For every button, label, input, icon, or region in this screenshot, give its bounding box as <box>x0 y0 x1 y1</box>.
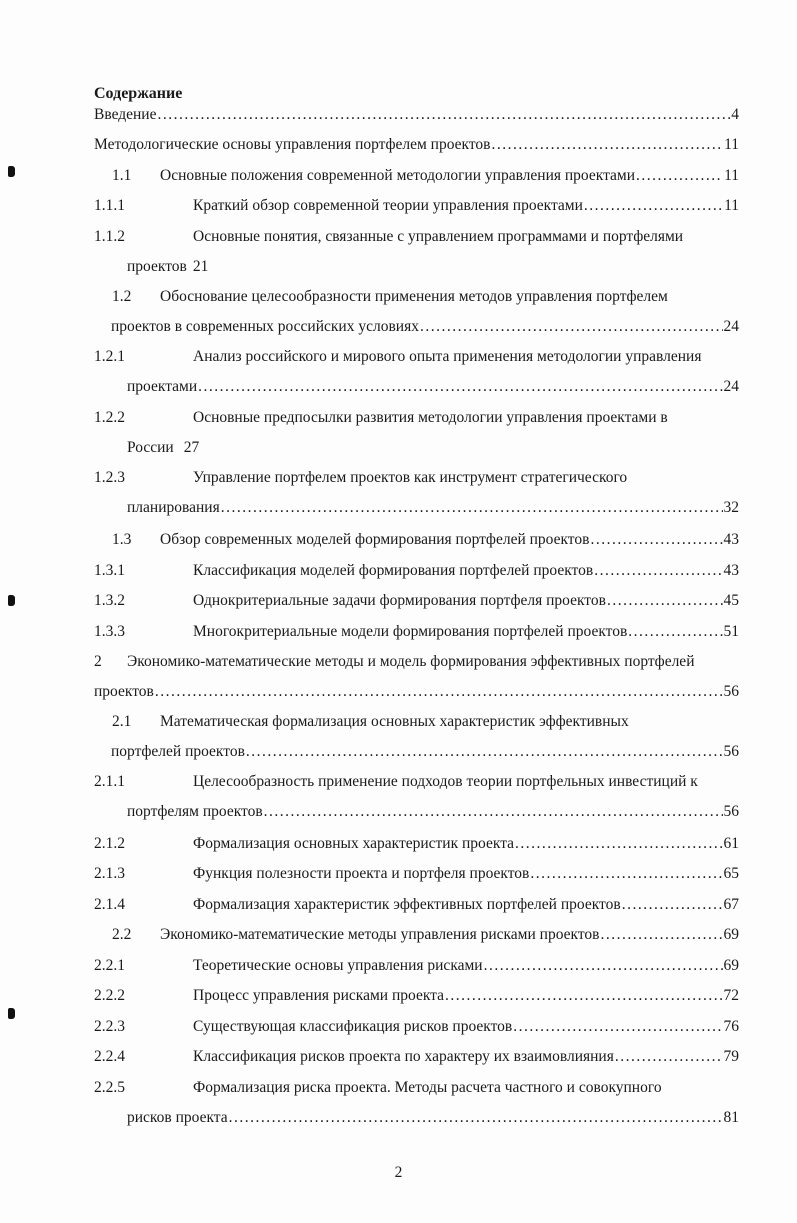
toc-entry-title: рисков проекта <box>127 1109 228 1126</box>
toc-leader-dots <box>157 105 730 125</box>
toc-entry-title: Введение <box>94 106 157 123</box>
toc-entry-title: портфелей проектов <box>111 743 245 760</box>
toc-entry-title: Экономико-математические методы и модель формирования эффективных портфелей <box>127 653 695 670</box>
toc-entry <box>94 772 739 792</box>
toc-entry-continuation <box>94 498 739 518</box>
toc-entry-page: 65 <box>723 865 739 882</box>
toc-entry-page: 79 <box>723 1048 739 1065</box>
toc-leader-dots <box>420 317 723 337</box>
toc-entry-page: 51 <box>723 623 739 640</box>
toc-entry-title: Формализация основных характеристик проекта <box>193 835 515 852</box>
toc-leader-dots <box>607 591 723 611</box>
toc-entry-continuation <box>94 1108 739 1128</box>
toc-entry <box>94 834 739 854</box>
toc-entry-number: 2.2.1 <box>94 957 125 974</box>
toc-entry-continuation <box>94 802 739 822</box>
toc-entry-page: 43 <box>723 562 739 579</box>
toc-entry-title: Формализация риска проекта. Методы расчета частного и совокупного <box>193 1079 662 1096</box>
toc-entry <box>94 530 739 550</box>
toc-entry <box>94 591 739 611</box>
toc-entry-title: Математическая формализация основных характеристик эффективных <box>160 713 629 730</box>
toc-entry-title: Анализ российского и мирового опыта применения методологии управления <box>193 348 702 365</box>
toc-leader-dots <box>155 682 723 702</box>
toc-entry-page: 24 <box>723 378 739 395</box>
toc-leader-dots <box>530 864 722 884</box>
toc-entry-title: Краткий обзор современной теории управления проектами <box>193 197 583 214</box>
toc-entry-page: 61 <box>723 835 739 852</box>
toc-entry-number: 2.1 <box>112 713 132 730</box>
toc-entry-number: 1.3.1 <box>94 562 125 579</box>
toc-entry <box>94 561 739 581</box>
toc-entry-number: 2.2.4 <box>94 1048 125 1065</box>
toc-entry-continuation <box>94 438 739 458</box>
toc-entry <box>94 105 739 125</box>
toc-entry-page: 11 <box>724 197 739 214</box>
toc-entry <box>94 166 739 186</box>
toc-leader-dots <box>221 498 723 518</box>
toc-entry-page: 11 <box>724 136 739 153</box>
toc-entry-title: Основные понятия, связанные с управлением программами и портфелями <box>193 228 684 245</box>
toc-entry-page: 69 <box>723 957 739 974</box>
toc-entry-number: 2.2.3 <box>94 1018 125 1035</box>
toc-entry-page: 27 <box>183 439 200 456</box>
toc-entry-number: 1.2.1 <box>94 348 125 365</box>
toc-entry-page: 72 <box>723 987 739 1004</box>
toc-entry-page: 21 <box>192 258 209 275</box>
toc-entry-page: 43 <box>723 531 739 548</box>
toc-entry <box>94 1017 739 1037</box>
toc-entry-number: 2.1.1 <box>94 773 125 790</box>
toc-entry-page: 56 <box>723 803 739 820</box>
toc-entry-page: 67 <box>723 896 739 913</box>
toc-leader-dots <box>513 1017 722 1037</box>
toc-entry-page: 81 <box>723 1109 739 1126</box>
toc-entry-title: Функция полезности проекта и портфеля проектов <box>193 865 530 882</box>
toc-entry-page: 45 <box>723 592 739 609</box>
toc-leader-dots <box>615 1047 723 1067</box>
toc-entry-title: Существующая классификация рисков проектов <box>193 1018 513 1035</box>
toc-entry <box>94 956 739 976</box>
scan-binding-mark <box>8 166 15 177</box>
toc-title: Содержание <box>94 85 183 102</box>
toc-entry-number: 1.2 <box>112 288 132 305</box>
toc-entry-continuation <box>94 682 739 702</box>
toc-entry-title: Основные предпосылки развития методологии управления проектами в <box>193 409 668 426</box>
toc-entry-page: 11 <box>724 167 739 184</box>
toc-entry-title: проектов <box>127 258 187 275</box>
toc-entry-number: 1.3.2 <box>94 592 125 609</box>
page-number: 2 <box>394 1164 403 1181</box>
toc-leader-dots <box>636 166 723 186</box>
toc-entry <box>94 1047 739 1067</box>
toc-entry-title: Однокритериальные задачи формирования портфеля проектов <box>193 592 606 609</box>
toc-entry-page: 4 <box>731 106 739 123</box>
toc-entry-title: Целесообразность применение подходов теории портфельных инвестиций к <box>193 773 698 790</box>
toc-entry-title: Обоснование целесообразности применения методов управления портфелем <box>160 288 668 305</box>
toc-entry-number: 2 <box>94 653 102 670</box>
toc-leader-dots <box>600 925 722 945</box>
scan-binding-mark <box>8 1008 15 1019</box>
toc-leader-dots <box>484 956 723 976</box>
toc-entry-title: Методологические основы управления портфелем проектов <box>94 136 491 153</box>
toc-entry-continuation <box>94 317 739 337</box>
toc-entry-title: Процесс управления рисками проекта <box>193 987 444 1004</box>
toc-entry-number: 1.2.3 <box>94 469 125 486</box>
toc-entry-number: 2.1.4 <box>94 896 125 913</box>
toc-entry-title: Классификация рисков проекта по характеру их взаимовлияния <box>193 1048 614 1065</box>
toc-leader-dots <box>515 834 722 854</box>
toc-entry <box>94 468 739 488</box>
toc-entry-title: проектов <box>94 683 154 700</box>
toc-entry-title: Многокритериальные модели формирования портфелей проектов <box>193 623 628 640</box>
toc-entry-title: планирования <box>127 499 220 516</box>
toc-entry <box>94 347 739 367</box>
toc-entry-title: проектами <box>127 378 198 395</box>
toc-entry-title: Обзор современных моделей формирования портфелей проектов <box>160 531 590 548</box>
toc-leader-dots <box>584 196 723 216</box>
toc-leader-dots <box>492 135 724 155</box>
scan-binding-mark <box>8 595 15 606</box>
toc-entry-page: 32 <box>723 499 739 516</box>
toc-entry <box>94 1078 739 1098</box>
toc-entry-number: 1.3.3 <box>94 623 125 640</box>
toc-entry <box>94 652 739 672</box>
toc-entry-title: портфелям проектов <box>127 803 263 820</box>
toc-entry-title: России <box>127 439 174 456</box>
toc-entry-title: Теоретические основы управления рисками <box>193 957 483 974</box>
toc-entry-title: Классификация моделей формирования портфелей проектов <box>193 562 594 579</box>
toc-entry <box>94 135 739 155</box>
toc-entry <box>94 227 739 247</box>
toc-entry <box>94 864 739 884</box>
toc-entry-number: 2.1.3 <box>94 865 125 882</box>
toc-entry <box>94 895 739 915</box>
toc-entry-number: 1.2.2 <box>94 409 125 426</box>
toc-entry <box>94 925 739 945</box>
toc-entry-number: 1.1.1 <box>94 197 125 214</box>
toc-entry-title: проектов в современных российских условиях <box>111 318 419 335</box>
toc-leader-dots <box>198 377 722 397</box>
toc-entry <box>94 622 739 642</box>
toc-entry-title: Основные положения современной методологии управления проектами <box>160 167 636 184</box>
toc-entry-number: 2.2.2 <box>94 987 125 1004</box>
toc-entry <box>94 287 739 307</box>
toc-leader-dots <box>622 895 723 915</box>
toc-entry-number: 2.1.2 <box>94 835 125 852</box>
toc-leader-dots <box>264 802 723 822</box>
toc-leader-dots <box>628 622 722 642</box>
toc-entry <box>94 986 739 1006</box>
toc-entry-number: 2.2.5 <box>94 1079 125 1096</box>
toc-leader-dots <box>445 986 723 1006</box>
toc-entry <box>94 712 739 732</box>
toc-entry <box>94 196 739 216</box>
toc-leader-dots <box>246 742 723 762</box>
toc-entry-number: 1.3 <box>112 531 132 548</box>
toc-entry-title: Управление портфелем проектов как инструмент стратегического <box>193 469 628 486</box>
toc-entry-page: 56 <box>723 743 739 760</box>
toc-leader-dots <box>590 530 722 550</box>
toc-entry <box>94 408 739 428</box>
toc-leader-dots <box>594 561 722 581</box>
toc-entry-continuation <box>94 377 739 397</box>
toc-entry-page: 56 <box>723 683 739 700</box>
toc-entry-continuation <box>94 257 739 277</box>
toc-entry-number: 1.1 <box>112 167 132 184</box>
toc-entry-page: 69 <box>723 926 739 943</box>
toc-entry-title: Экономико-математические методы управления рисками проектов <box>160 926 600 943</box>
toc-entry-title: Формализация характеристик эффективных портфелей проектов <box>193 896 621 913</box>
toc-leader-dots <box>229 1108 723 1128</box>
toc-entry-page: 24 <box>723 318 739 335</box>
toc-entry-number: 2.2 <box>112 926 132 943</box>
toc-entry-number: 1.1.2 <box>94 228 125 245</box>
toc-entry-page: 76 <box>723 1018 739 1035</box>
toc-entry-continuation <box>94 742 739 762</box>
